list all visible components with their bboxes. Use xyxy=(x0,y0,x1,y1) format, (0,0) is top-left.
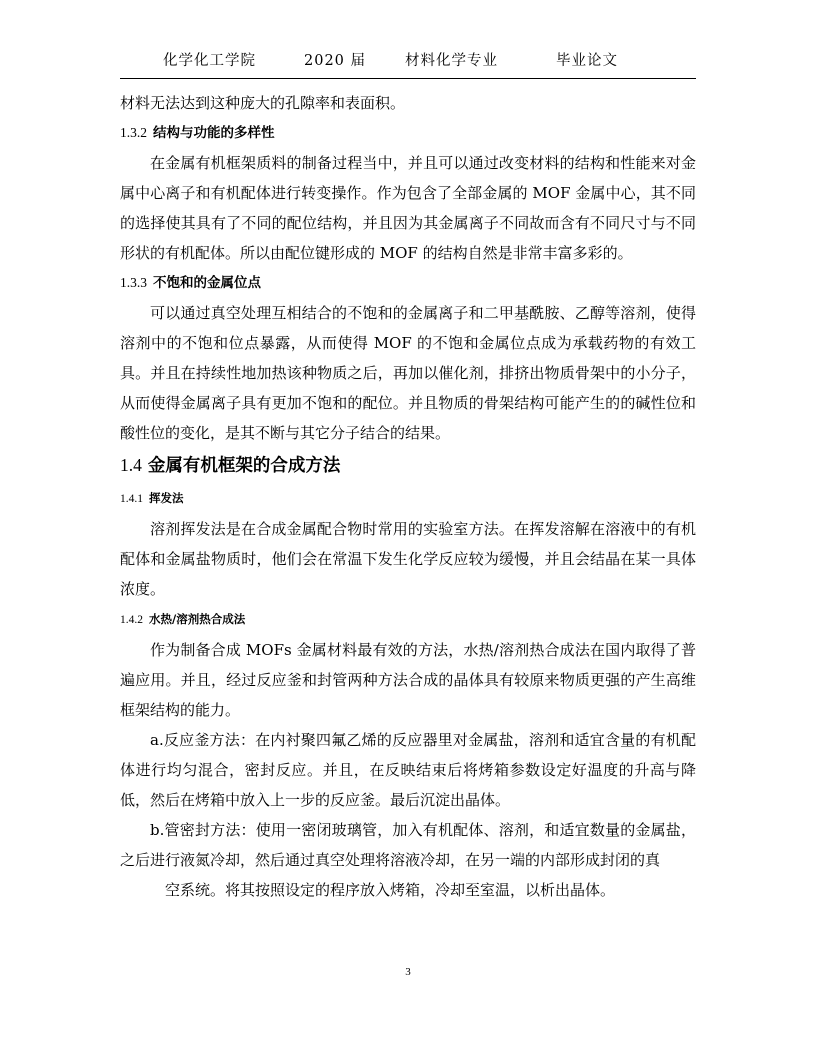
section-title: 金属有机框架的合成方法 xyxy=(147,456,341,476)
header-doc-type: 毕业论文 xyxy=(556,53,618,69)
paragraph-method-b: b.管密封方法：使用一密闭玻璃管，加入有机配体、溶剂，和适宜数量的金属盐，之后进行液氮冷却，然后通过真空处理将溶液冷却，在另一端的内部形成封闭的真 xyxy=(120,821,696,869)
page-number: 3 xyxy=(405,966,411,978)
header-year: 2020 届 xyxy=(304,53,367,69)
paragraph-method-a: a.反应釜方法：在内衬聚四氟乙烯的反应器里对金属盐，溶剂和适宜含量的有机配体进行均匀混合，密封反应。并且，在反映结束后将烤箱参数设定好温度的升高与降低，然后在烤箱中放入上一步的反应釜。最后沉淀出晶体。 xyxy=(120,731,696,809)
paragraph: 在金属有机框架质料的制备过程当中，并且可以通过改变材料的结构和性能来对金属中心离子和有机配体进行转变操作。作为包含了全部金属的 MOF 金属中心，其不同的选择使其具有了不同的配位结构，并且因为其金属离子不同故而含有不同尺寸与不同形状的有机配体。所以由配位键形成的 MOF 的结构自然是非常丰富多彩的。 xyxy=(120,154,696,262)
page-header xyxy=(120,44,696,79)
section-heading-1-3-2 xyxy=(120,118,696,148)
paragraph-method-b-end: 空系统。将其按照设定的程序放入烤箱，冷却至室温，以析出晶体。 xyxy=(165,881,616,899)
section-number: 1.4.2 xyxy=(120,614,143,626)
page-body xyxy=(120,88,696,905)
paragraph: 溶剂挥发法是在合成金属配合物时常用的实验室方法。在挥发溶解在溶液中的有机配体和金属盐物质时，他们会在常温下发生化学反应较为缓慢，并且会结晶在某一具体浓度。 xyxy=(120,520,696,598)
section-number: 1.4 xyxy=(120,455,142,475)
section-heading-1-4-2 xyxy=(120,604,696,635)
section-title: 水热/溶剂热合成法 xyxy=(149,612,246,626)
section-title: 结构与功能的多样性 xyxy=(153,125,275,141)
section-title: 挥发法 xyxy=(149,491,184,505)
section-title: 不饱和的金属位点 xyxy=(153,275,261,291)
section-number: 1.3.2 xyxy=(120,125,147,140)
paragraph: 作为制备合成 MOFs 金属材料最有效的方法，水热/溶剂热合成法在国内取得了普遍应用。并且，经过反应釜和封管两种方法合成的晶体具有较原来物质更强的产生高维框架结构的能力。 xyxy=(120,641,696,719)
paragraph: 可以通过真空处理互相结合的不饱和的金属离子和二甲基酰胺、乙醇等溶剂，使得溶剂中的不饱和位点暴露，从而使得 MOF 的不饱和金属位点成为承载药物的有效工具。并且在持续性地加热该种物质之后，再加以催化剂，排挤出物质骨架中的小分子，从而使得金属离子具有更加不饱和的配位。并且物质的骨架结构可能产生的的碱性位和酸性位的变化，是其不断与其它分子结合的结果。 xyxy=(120,304,696,442)
header-school: 化学化工学院 xyxy=(163,53,256,69)
section-number: 1.3.3 xyxy=(120,275,147,290)
section-number: 1.4.1 xyxy=(120,493,143,505)
section-heading-1-3-3 xyxy=(120,268,696,298)
section-heading-1-4 xyxy=(120,448,696,483)
paragraph-continued: 材料无法达到这种庞大的孔隙率和表面积。 xyxy=(120,94,406,112)
header-major: 材料化学专业 xyxy=(405,53,498,69)
section-heading-1-4-1 xyxy=(120,483,696,514)
